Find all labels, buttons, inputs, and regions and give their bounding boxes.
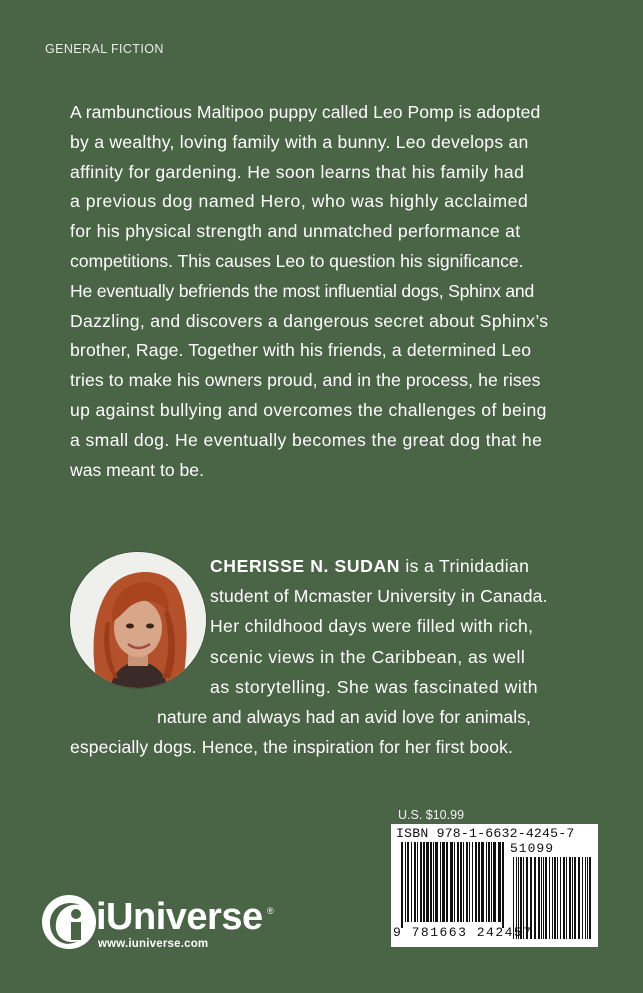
bio-line: Her childhood days were filled with rich, [210, 616, 534, 637]
iuniverse-logo-icon [40, 893, 98, 951]
bio-line: as storytelling. She was fascinated with [210, 676, 539, 697]
bio-first-text: is a Trinidadian [400, 556, 530, 576]
blurb-line: by a wealthy, loving family with a bunny. Leo develops an [70, 131, 529, 152]
author-bio [70, 551, 578, 762]
book-blurb [70, 98, 578, 485]
bio-line: especially dogs. Hence, the inspiration for her first book. [70, 737, 514, 758]
publisher-name: iUniverse [96, 896, 263, 938]
ean-digits: 9 781663 242457 [393, 925, 533, 940]
blurb-line: a previous dog named Hero, who was highly acclaimed [70, 191, 529, 212]
bio-line [70, 551, 578, 581]
blurb-line: affinity for gardening. He soon learns that his family had [70, 161, 525, 182]
isbn-barcode [391, 824, 598, 947]
blurb-line: up against bullying and overcomes the challenges of being [70, 399, 547, 420]
publisher-url: www.iuniverse.com [98, 938, 209, 950]
blurb-line: for his physical strength and unmatched performance at [70, 221, 521, 242]
blurb-line: competitions. This causes Leo to question his significance. [70, 250, 524, 271]
blurb-line: He eventually befriends the most influential dogs, Sphinx and [70, 280, 535, 301]
genre-label: GENERAL FICTION [45, 42, 164, 56]
blurb-line: Dazzling, and discovers a dangerous secret about Sphinx’s [70, 310, 549, 331]
author-name: CHERISSE N. SUDAN [210, 556, 401, 576]
blurb-line: a small dog. He eventually becomes the great dog that he [70, 429, 543, 450]
bio-line: scenic views in the Caribbean, as well [210, 646, 526, 667]
blurb-line: was meant to be. [70, 459, 204, 480]
price-code: 51099 [510, 841, 555, 856]
registered-mark: ® [267, 906, 274, 916]
blurb-line: A rambunctious Maltipoo puppy called Leo Pomp is adopted [70, 102, 541, 122]
blurb-line: tries to make his owners proud, and in the process, he rises [70, 370, 541, 391]
blurb-line: brother, Rage. Together with his friends, a determined Leo [70, 340, 532, 361]
price-label: U.S. $10.99 [398, 808, 465, 822]
bio-line: student of Mcmaster University in Canada. [210, 586, 548, 607]
bio-line: nature and always had an avid love for animals, [157, 707, 531, 728]
isbn-text: ISBN 978-1-6632-4245-7 [396, 826, 575, 841]
